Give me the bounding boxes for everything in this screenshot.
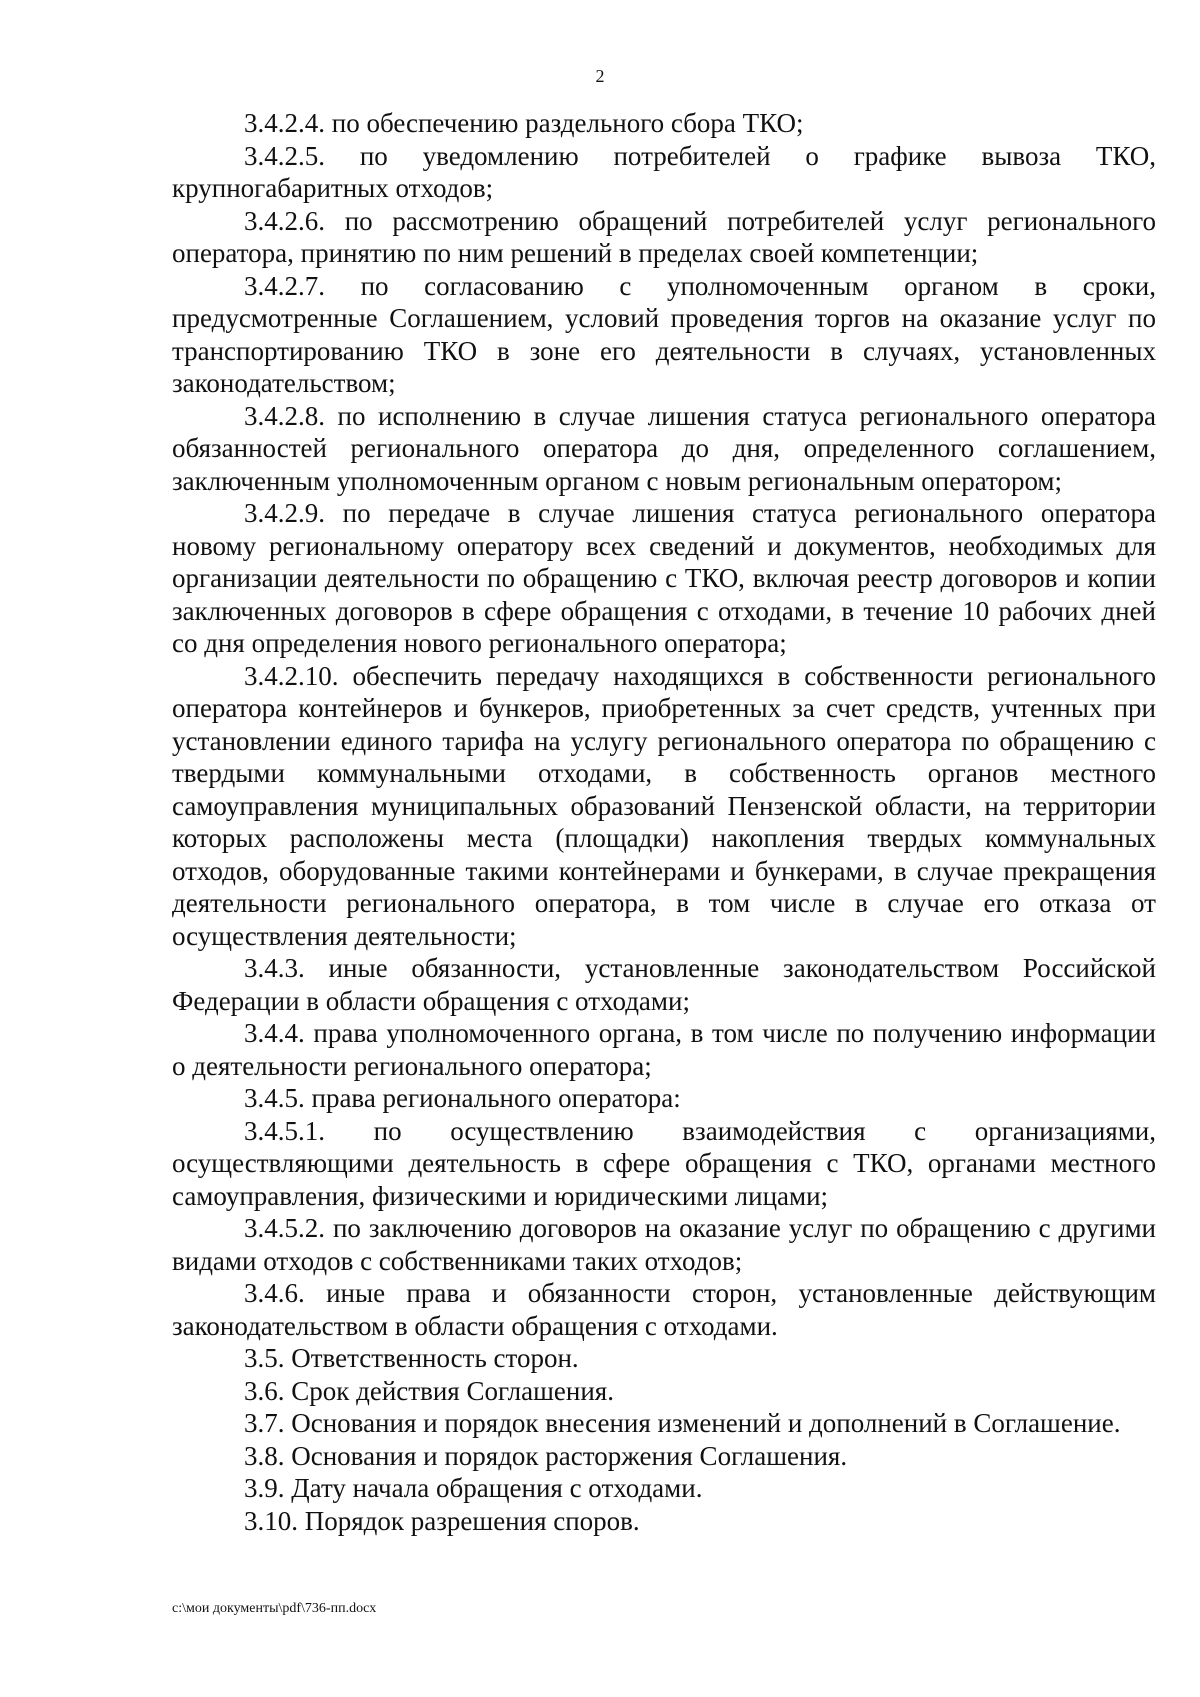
paragraph: 3.4.2.9. по передаче в случае лишения статуса регионального оператора новому региональному оператору всех сведений и документов, необходимых для организации деятельности по обращению с ТКО, включая реестр договоров и копии заключенных договоров в сфере обращения с отходами, в течение 10 рабочих дней со дня определения нового регионального оператора; (172, 498, 1156, 658)
paragraph: 3.5. Ответственность сторон. (244, 1343, 579, 1373)
paragraph: 3.4.5. права регионального оператора: (244, 1083, 681, 1113)
paragraph: 3.4.2.10. обеспечить передачу находящихся в собственности регионального оператора контейнеров и бункеров, приобретенных за счет средств, учтенных при установлении единого тарифа на услугу регионального оператора по обращению с твердыми коммунальными отходами, в собственность органов местного самоуправления муниципальных образований Пензенской области, на территории которых расположены места (площадки) накопления твердых коммунальных отходов, оборудованные такими контейнерами и бункерами, в случае прекращения деятельности регионального оператора, в том числе в случае его отказа от осуществления деятельности; (172, 660, 1156, 951)
footer-file-path: c:\мои документы\pdf\736-пп.docx (172, 1601, 377, 1616)
page-number: 2 (595, 66, 605, 86)
paragraph: 3.10. Порядок разрешения споров. (244, 1505, 640, 1536)
paragraph: 3.9. Дату начала обращения с отходами. (244, 1473, 703, 1503)
paragraph: 3.4.5.1. по осуществлению взаимодействия с организациями, осуществляющими деятельность в сфере обращения с ТКО, органами местного самоуправления, физическими и юридическими лицами; (172, 1115, 1156, 1211)
paragraph: 3.4.4. права уполномоченного органа, в том числе по получению информации о деятельности регионального оператора; (172, 1018, 1156, 1081)
paragraph: 3.4.2.7. по согласованию с уполномоченным органом в сроки, предусмотренные Соглашением, условий проведения торгов на оказание услуг по транспортированию ТКО в зоне его деятельности в случаях, установленных законодательством; (172, 270, 1156, 398)
paragraph: 3.4.2.6. по рассмотрению обращений потребителей услуг регионального оператора, принятию по ним решений в пределах своей компетенции; (172, 205, 1156, 268)
paragraph: 3.4.2.4. по обеспечению раздельного сбора ТКО; (244, 108, 804, 138)
paragraph: 3.6. Срок действия Соглашения. (244, 1375, 614, 1406)
paragraph: 3.8. Основания и порядок расторжения Соглашения. (244, 1440, 848, 1471)
paragraph: 3.7. Основания и порядок внесения изменений и дополнений в Соглашение. (244, 1408, 1121, 1438)
paragraph: 3.4.6. иные права и обязанности сторон, установленные действующим законодательством в области обращения с отходами. (172, 1278, 1156, 1341)
paragraph: 3.4.2.8. по исполнению в случае лишения статуса регионального оператора обязанностей регионального оператора до дня, определенного соглашением, заключенным уполномоченным органом с новым региональным оператором; (172, 400, 1156, 496)
paragraph: 3.4.5.2. по заключению договоров на оказание услуг по обращению с другими видами отходов с собственниками таких отходов; (172, 1213, 1156, 1276)
paragraph: 3.4.2.5. по уведомлению потребителей о графике вывоза ТКО, крупногабаритных отходов; (172, 140, 1156, 203)
document-body (172, 107, 1156, 1537)
paragraph: 3.4.3. иные обязанности, установленные законодательством Российской Федерации в области обращения с отходами; (172, 953, 1156, 1016)
